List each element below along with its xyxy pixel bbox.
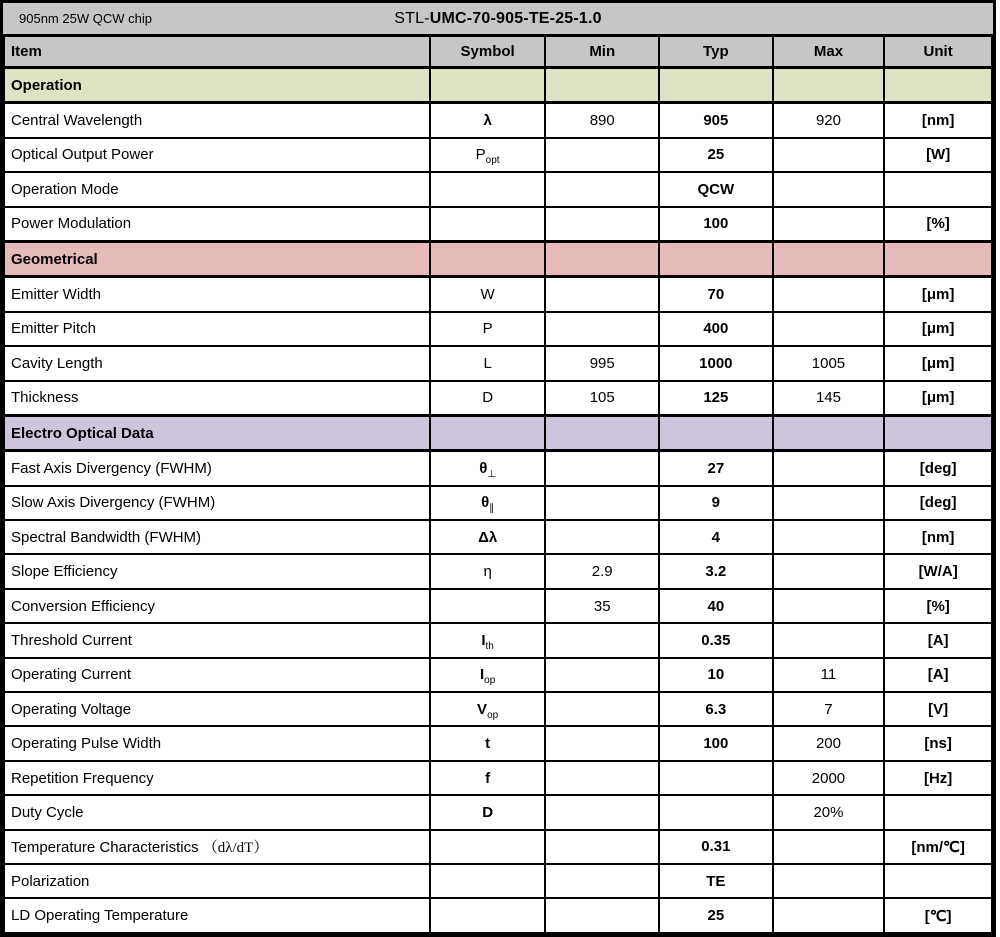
table-row xyxy=(4,486,992,520)
min-cell xyxy=(545,172,659,206)
typ-cell: 125 xyxy=(659,381,773,416)
typ-cell: 6.3 xyxy=(659,692,773,726)
symbol-cell: L xyxy=(430,346,546,380)
symbol-cell: $\theta_\perp$ xyxy=(430,451,546,486)
min-cell: 2.9 xyxy=(545,554,659,588)
typ-cell xyxy=(659,795,773,829)
typ-cell xyxy=(659,761,773,795)
min-cell xyxy=(545,207,659,242)
max-cell xyxy=(773,554,885,588)
symbol-cell: $\theta_\parallel$ xyxy=(430,486,546,520)
unit-cell: [deg] xyxy=(884,451,992,486)
model-number xyxy=(394,10,602,28)
item-cell: Conversion Efficiency xyxy=(4,589,430,623)
typ-cell: 0.35 xyxy=(659,623,773,657)
item-cell: Emitter Pitch xyxy=(4,312,430,346)
section-label: Operation xyxy=(4,68,430,103)
typ-cell: 25 xyxy=(659,898,773,932)
item-cell: Optical Output Power xyxy=(4,138,430,172)
symbol-cell xyxy=(430,830,546,864)
symbol-cell: t xyxy=(430,726,546,760)
max-cell: 11 xyxy=(773,658,885,692)
table-row xyxy=(4,898,992,932)
item-cell: Repetition Frequency xyxy=(4,761,430,795)
symbol-cell: D xyxy=(430,795,546,829)
unit-cell: [V] xyxy=(884,692,992,726)
min-cell xyxy=(545,898,659,932)
typ-cell: 9 xyxy=(659,486,773,520)
min-cell: 995 xyxy=(545,346,659,380)
min-cell xyxy=(545,520,659,554)
section-label: Geometrical xyxy=(4,241,430,276)
unit-cell: [nm] xyxy=(884,520,992,554)
item-cell: Operating Pulse Width xyxy=(4,726,430,760)
section-cell xyxy=(430,415,546,450)
column-header-symbol: Symbol xyxy=(430,37,546,68)
item-cell: Operating Current xyxy=(4,658,430,692)
table-row xyxy=(4,692,992,726)
section-cell xyxy=(545,415,659,450)
item-cell: Fast Axis Divergency (FWHM) xyxy=(4,451,430,486)
section-cell xyxy=(659,415,773,450)
item-cell: Power Modulation xyxy=(4,207,430,242)
min-cell xyxy=(545,451,659,486)
section-cell xyxy=(773,241,885,276)
table-row xyxy=(4,623,992,657)
unit-cell: [nm] xyxy=(884,103,992,138)
unit-cell: [%] xyxy=(884,207,992,242)
unit-cell: [A] xyxy=(884,658,992,692)
max-cell xyxy=(773,207,885,242)
unit-cell: [%] xyxy=(884,589,992,623)
unit-cell: [deg] xyxy=(884,486,992,520)
unit-cell xyxy=(884,172,992,206)
min-cell: 890 xyxy=(545,103,659,138)
symbol-cell: η xyxy=(430,554,546,588)
typ-cell: 100 xyxy=(659,207,773,242)
table-row xyxy=(4,795,992,829)
model-code: UMC-70-905-TE-25-1.0 xyxy=(429,9,602,27)
unit-cell: [A] xyxy=(884,623,992,657)
symbol-cell: λ xyxy=(430,103,546,138)
unit-cell: [W/A] xyxy=(884,554,992,588)
symbol-cell xyxy=(430,172,546,206)
max-cell xyxy=(773,277,885,312)
table-row xyxy=(4,589,992,623)
symbol-cell: $I_{th}$ xyxy=(430,623,546,657)
symbol-cell: $P_{opt}$ xyxy=(430,138,546,172)
unit-cell: [Hz] xyxy=(884,761,992,795)
unit-cell: [nm/℃] xyxy=(884,830,992,864)
item-cell: LD Operating Temperature xyxy=(4,898,430,932)
table-row xyxy=(4,554,992,588)
max-cell: 2000 xyxy=(773,761,885,795)
max-cell: 20% xyxy=(773,795,885,829)
typ-cell: 0.31 xyxy=(659,830,773,864)
unit-cell: [μm] xyxy=(884,312,992,346)
table-row xyxy=(4,346,992,380)
table-row xyxy=(4,451,992,486)
item-cell: Spectral Bandwidth (FWHM) xyxy=(4,520,430,554)
typ-cell: 4 xyxy=(659,520,773,554)
item-cell: Temperature Characteristics （dλ/dT） xyxy=(4,830,430,864)
min-cell xyxy=(545,658,659,692)
table-row xyxy=(4,381,992,416)
min-cell xyxy=(545,795,659,829)
item-cell: Duty Cycle xyxy=(4,795,430,829)
column-header-row xyxy=(4,37,992,68)
section-cell xyxy=(884,241,992,276)
item-cell: Operation Mode xyxy=(4,172,430,206)
spec-table xyxy=(3,37,993,934)
typ-cell: 40 xyxy=(659,589,773,623)
min-cell xyxy=(545,692,659,726)
table-row xyxy=(4,312,992,346)
max-cell xyxy=(773,864,885,898)
unit-cell: [μm] xyxy=(884,381,992,416)
column-header-item: Item xyxy=(4,37,430,68)
symbol-cell: D xyxy=(430,381,546,416)
title-bar xyxy=(3,3,993,37)
table-row xyxy=(4,520,992,554)
column-header-min: Min xyxy=(545,37,659,68)
unit-cell: [μm] xyxy=(884,346,992,380)
section-cell xyxy=(659,241,773,276)
table-row xyxy=(4,864,992,898)
max-cell xyxy=(773,451,885,486)
typ-cell: 27 xyxy=(659,451,773,486)
max-cell: 145 xyxy=(773,381,885,416)
min-cell xyxy=(545,312,659,346)
item-cell: Central Wavelength xyxy=(4,103,430,138)
min-cell: 105 xyxy=(545,381,659,416)
symbol-cell xyxy=(430,589,546,623)
symbol-cell: P xyxy=(430,312,546,346)
chip-description: 905nm 25W QCW chip xyxy=(19,11,152,26)
max-cell xyxy=(773,172,885,206)
unit-cell: [W] xyxy=(884,138,992,172)
section-cell xyxy=(659,68,773,103)
column-header-typ: Typ xyxy=(659,37,773,68)
table-row xyxy=(4,726,992,760)
table-row xyxy=(4,103,992,138)
column-header-max: Max xyxy=(773,37,885,68)
max-cell xyxy=(773,486,885,520)
table-row xyxy=(4,658,992,692)
max-cell xyxy=(773,898,885,932)
item-cell: Polarization xyxy=(4,864,430,898)
typ-cell: 400 xyxy=(659,312,773,346)
symbol-cell: f xyxy=(430,761,546,795)
item-cell: Operating Voltage xyxy=(4,692,430,726)
section-cell xyxy=(884,68,992,103)
section-row-geometrical xyxy=(4,241,992,276)
min-cell xyxy=(545,761,659,795)
min-cell xyxy=(545,623,659,657)
table-row xyxy=(4,761,992,795)
min-cell: 35 xyxy=(545,589,659,623)
unit-cell: [ns] xyxy=(884,726,992,760)
symbol-cell: $I_{op}$ xyxy=(430,658,546,692)
item-cell: Slow Axis Divergency (FWHM) xyxy=(4,486,430,520)
symbol-cell: $V_{op}$ xyxy=(430,692,546,726)
typ-cell: 1000 xyxy=(659,346,773,380)
min-cell xyxy=(545,486,659,520)
item-cell: Thickness xyxy=(4,381,430,416)
section-row-operation xyxy=(4,68,992,103)
section-cell xyxy=(430,68,546,103)
typ-cell: 100 xyxy=(659,726,773,760)
item-cell: Emitter Width xyxy=(4,277,430,312)
unit-cell: [μm] xyxy=(884,277,992,312)
typ-cell: QCW xyxy=(659,172,773,206)
unit-cell: [℃] xyxy=(884,898,992,932)
item-cell: Cavity Length xyxy=(4,346,430,380)
unit-cell xyxy=(884,864,992,898)
typ-cell: 3.2 xyxy=(659,554,773,588)
max-cell xyxy=(773,589,885,623)
typ-cell: 10 xyxy=(659,658,773,692)
model-prefix: STL- xyxy=(394,9,430,27)
section-cell xyxy=(773,68,885,103)
min-cell xyxy=(545,830,659,864)
section-cell xyxy=(884,415,992,450)
typ-cell: 905 xyxy=(659,103,773,138)
symbol-cell: W xyxy=(430,277,546,312)
max-cell xyxy=(773,520,885,554)
unit-cell xyxy=(884,795,992,829)
typ-cell: TE xyxy=(659,864,773,898)
item-formula: （dλ/dT） xyxy=(202,840,269,857)
item-cell: Slope Efficiency xyxy=(4,554,430,588)
max-cell: 1005 xyxy=(773,346,885,380)
min-cell xyxy=(545,864,659,898)
item-cell: Threshold Current xyxy=(4,623,430,657)
min-cell xyxy=(545,277,659,312)
section-label: Electro Optical Data xyxy=(4,415,430,450)
max-cell: 7 xyxy=(773,692,885,726)
max-cell xyxy=(773,312,885,346)
table-row xyxy=(4,172,992,206)
section-cell xyxy=(430,241,546,276)
max-cell xyxy=(773,138,885,172)
min-cell xyxy=(545,726,659,760)
typ-cell: 25 xyxy=(659,138,773,172)
section-cell xyxy=(773,415,885,450)
symbol-cell: Δλ xyxy=(430,520,546,554)
symbol-cell xyxy=(430,898,546,932)
symbol-cell xyxy=(430,207,546,242)
max-cell xyxy=(773,623,885,657)
table-row xyxy=(4,207,992,242)
column-header-unit: Unit xyxy=(884,37,992,68)
table-row xyxy=(4,277,992,312)
table-row xyxy=(4,830,992,864)
typ-cell: 70 xyxy=(659,277,773,312)
section-cell xyxy=(545,68,659,103)
table-row xyxy=(4,138,992,172)
max-cell xyxy=(773,830,885,864)
section-row-electro-optical-data xyxy=(4,415,992,450)
max-cell: 200 xyxy=(773,726,885,760)
symbol-cell xyxy=(430,864,546,898)
section-cell xyxy=(545,241,659,276)
min-cell xyxy=(545,138,659,172)
max-cell: 920 xyxy=(773,103,885,138)
